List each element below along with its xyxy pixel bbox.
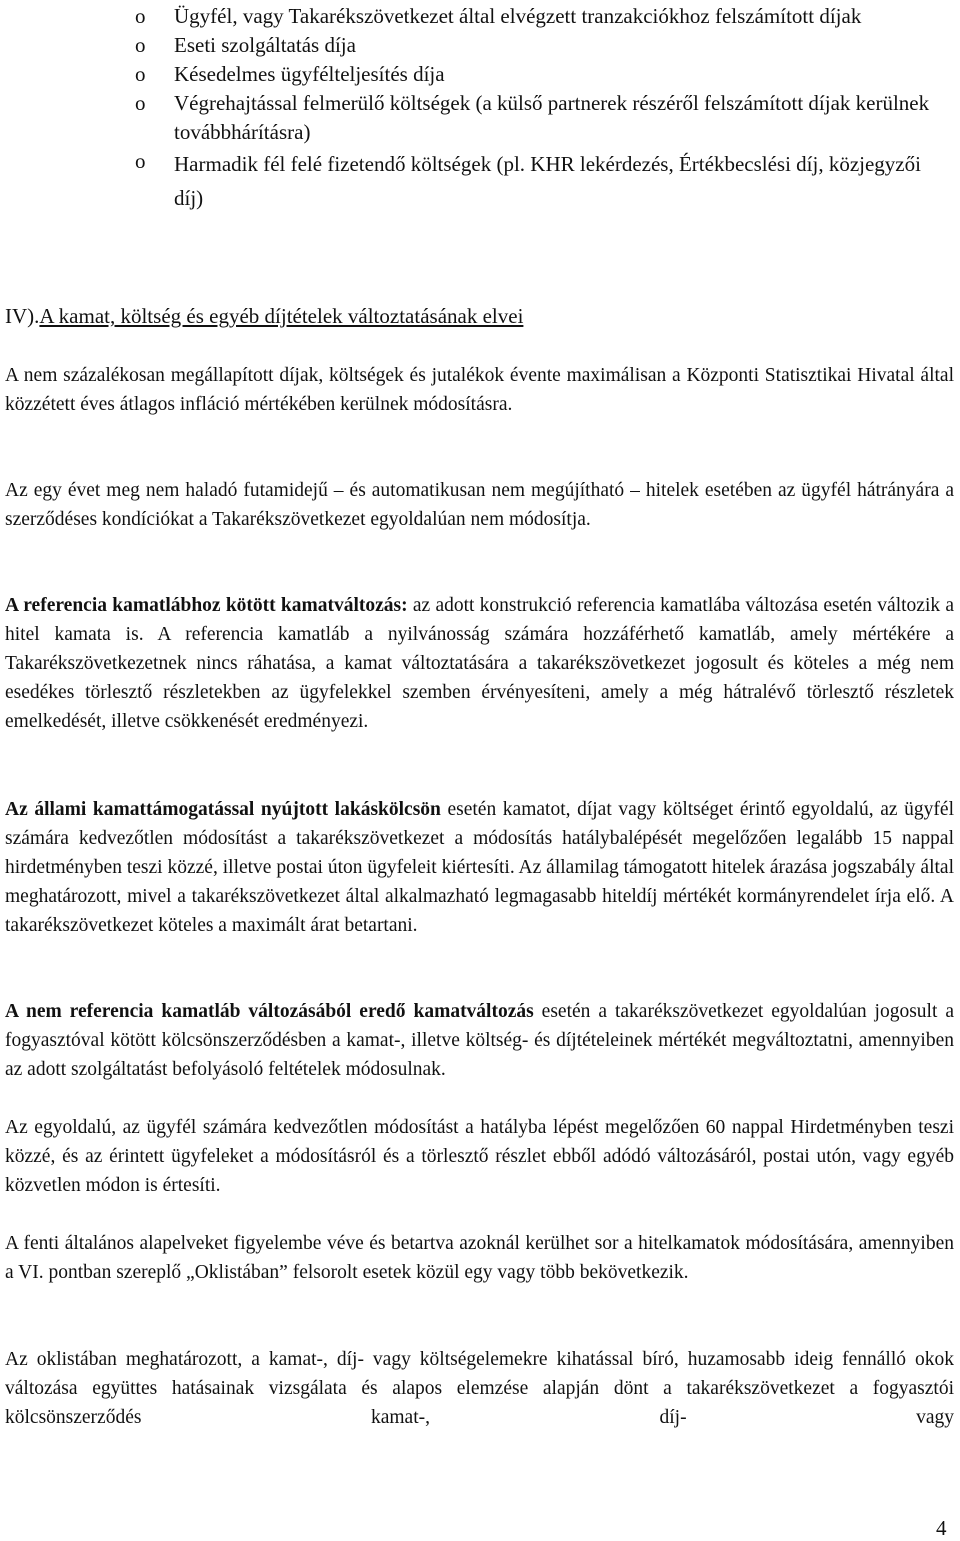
paragraph-reason-list: Az oklistában meghatározott, a kamat-, díj- vagy költségelemekre kihatással bíró, huzamosabb ideig fennálló okok változása együttes hatásainak vizsgálata és alapos elemzése alapján dönt a takarékszövetkezet a fogyasztói kölcsönszerződés kamat-, díj- vagy <box>5 1349 954 1428</box>
paragraph-fee-indexation: A nem százalékosan megállapított díjak, költségek és jutalékok évente maximálisan a Központi Statisztikai Hivatal által közzétett éves átlagos infláció mértékében kerülnek módosításra. <box>5 365 954 415</box>
list-item <box>0 31 960 60</box>
list-item-text: Ügyfél, vagy Takarékszövetkezet által elvégzett tranzakciókhoz felszámított díjak <box>174 4 862 28</box>
bullet-marker: o <box>135 33 146 57</box>
list-item <box>0 2 960 31</box>
section-title: A kamat, költség és egyéb díjtételek változtatásának elvei <box>39 304 524 328</box>
paragraph-general-principles: A fenti általános alapelveket figyelembe véve és betartva azoknál kerülhet sor a hitelkamatok módosítására, amennyiben a VI. pontban szereplő „Oklistában” felsorolt esetek közül egy vagy több bekövetkezik. <box>5 1233 954 1283</box>
list-item-text: Végrehajtással felmerülő költségek (a külső partnerek részéről felszámított díjak kerülnek továbbhárításra) <box>174 91 930 144</box>
list-item-text: Eseti szolgáltatás díja <box>174 33 356 57</box>
list-item <box>0 89 960 147</box>
paragraph-reference-rate <box>5 591 954 736</box>
bullet-marker: o <box>135 149 146 173</box>
paragraph-body: esetén a takarékszövetkezet egyoldalúan jogosult a fogyasztóval kötött kölcsönszerződésben a kamat-, illetve költség- és díjtételeinek mértékét megváltoztatni, amennyiben az adott szolgáltatást befolyásoló feltételek módosulnak. <box>5 1001 954 1080</box>
paragraph-body: esetén kamatot, díjat vagy költséget érintő egyoldalú, az ügyfél számára kedvezőtlen módosítást a takarékszövetkezet a módosítás hatálybalépését megelőzően legalább 15 nappal hirdetményben teszi közzé, illetve postai úton ügyfeleit kiértesíti. Az államilag támogatott hitelek árazása jogszabály által meghatározott, mivel a takarékszövetkezet által alkalmazható legmagasabb hiteldíj mértékét kormányrendelet írja elő. A takarékszövetkezet köteles a maximált árat betartani. <box>5 799 954 936</box>
bullet-marker: o <box>135 4 146 28</box>
list-item-text: Késedelmes ügyfélteljesítés díja <box>174 62 445 86</box>
fee-type-list <box>0 0 960 215</box>
list-item <box>0 147 960 215</box>
paragraph-body: az adott konstrukció referencia kamatlába változása esetén változik a hitel kamata is. A referencia kamatláb a nyilvánosság számára hozzáférhető kamatláb, amely mértékére a Takarékszövetkezetnek nincs ráhatása, a kamat változtatására a takarékszövetkezet jogosult és köteles a még nem esedékes törlesztő részletekben az ügyfelekkel szemben érvényesíteni, amely a még hátralévő törlesztő részletek emelkedését, illetve csökkenését eredményezi. <box>5 595 955 732</box>
paragraph-state-subsidized <box>5 795 954 940</box>
paragraph-short-term-loans: Az egy évet meg nem haladó futamidejű – és automatikusan nem megújítható – hitelek esetében az ügyfél hátrányára a szerződéses kondíciókat a Takarékszövetkezet egyoldalúan nem módosítja. <box>5 480 954 530</box>
paragraph-non-reference-rate <box>5 997 954 1084</box>
page-number: 4 <box>936 1516 947 1540</box>
paragraph-lead-bold: A nem referencia kamatláb változásából eredő kamatváltozás <box>5 1001 534 1022</box>
bullet-marker: o <box>135 62 146 86</box>
list-item <box>0 60 960 89</box>
list-item-text: Harmadik fél felé fizetendő költségek (pl. KHR lekérdezés, Értékbecslési díj, közjegyzői díj) <box>174 152 921 210</box>
section-number: IV). <box>5 304 40 328</box>
paragraph-lead-bold: A referencia kamatlábhoz kötött kamatváltozás: <box>5 595 408 616</box>
bullet-marker: o <box>135 91 146 115</box>
paragraph-unilateral-change: Az egyoldalú, az ügyfél számára kedvezőtlen módosítást a hatályba lépést megelőzően 60 nappal Hirdetményben teszi közzé, és az érintett ügyfeleket a módosításról és a törlesztő részlet ebből adódó változásáról, postai utón, vagy egyéb közvetlen módon is értesíti. <box>5 1117 954 1196</box>
section-heading <box>5 302 955 331</box>
paragraph-lead-bold: Az állami kamattámogatással nyújtott lakáskölcsön <box>5 799 441 820</box>
